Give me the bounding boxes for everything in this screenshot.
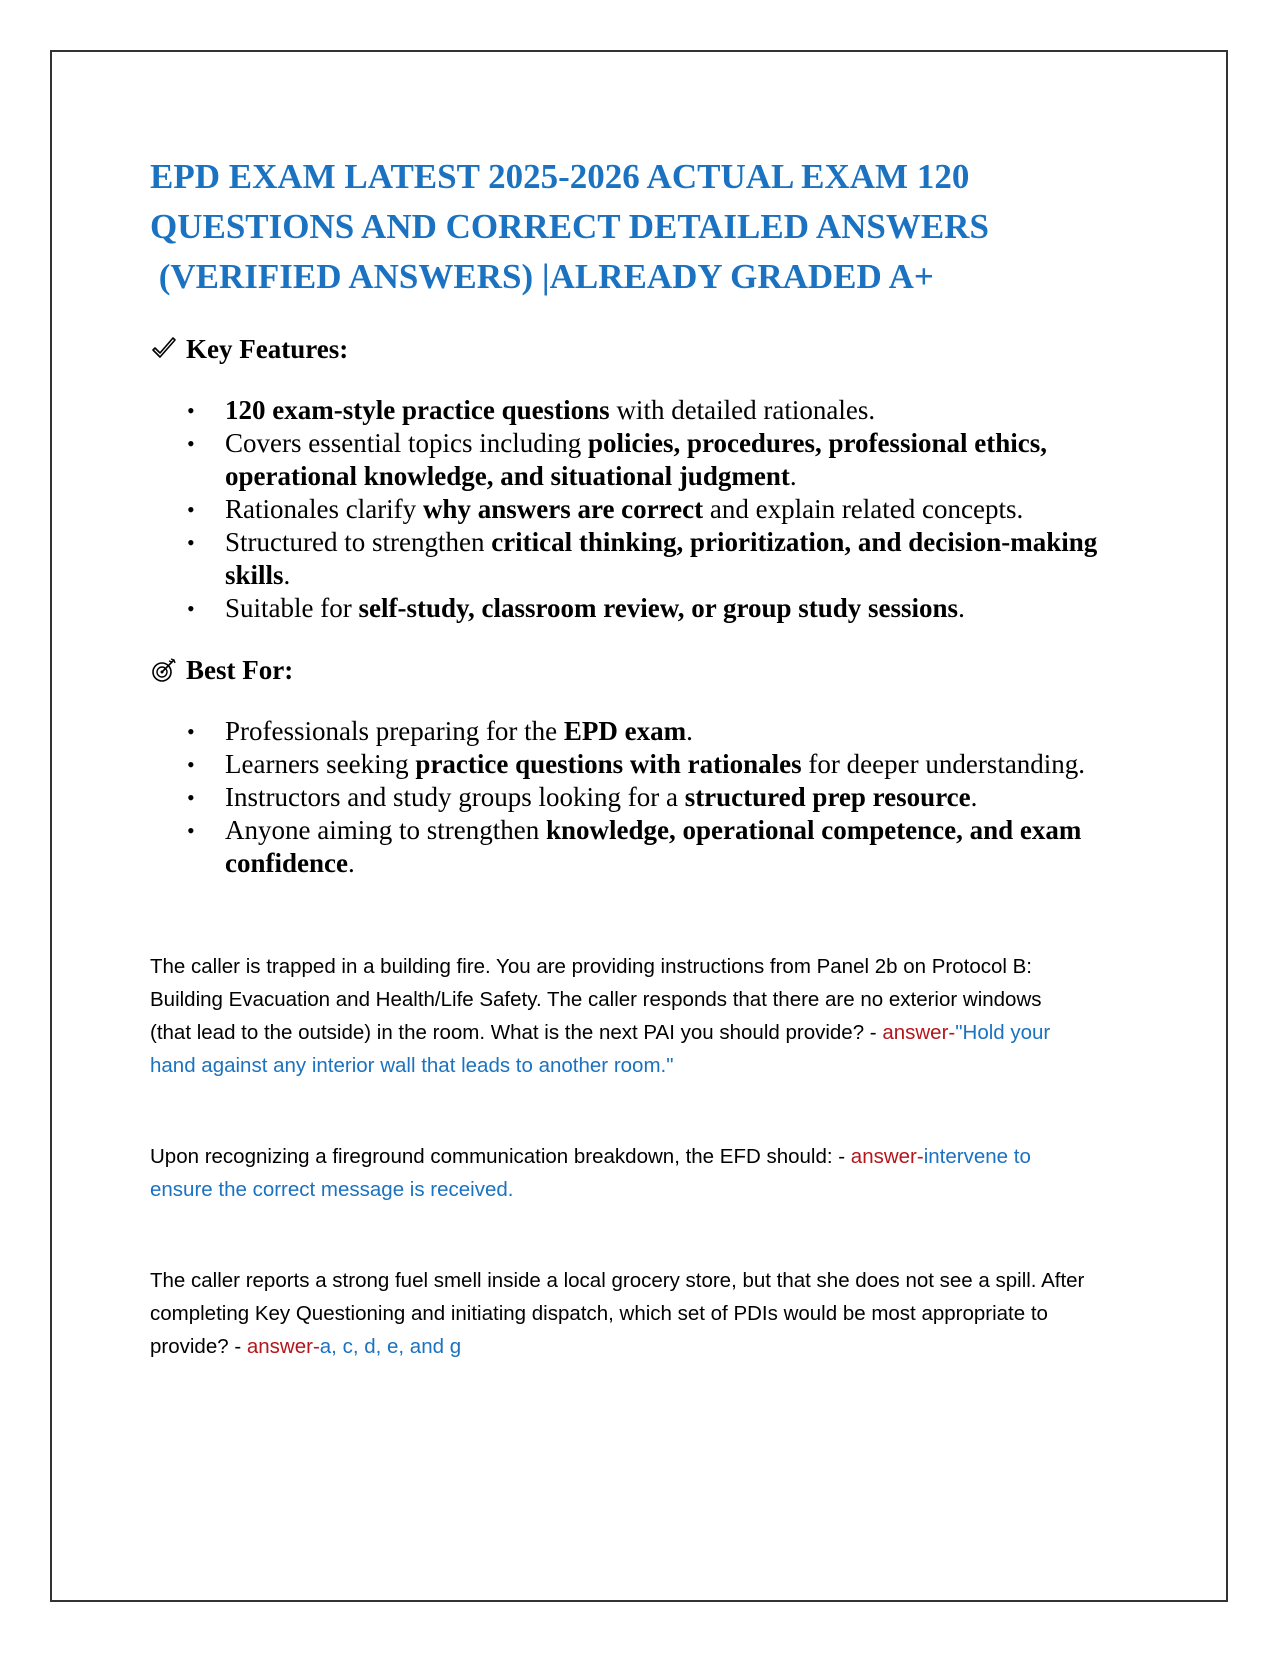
document-title (150, 152, 1140, 302)
key-features-heading (150, 332, 1140, 366)
title-line: (VERIFIED ANSWERS) |ALREADY GRADED A+ (150, 257, 934, 296)
question-text: Upon recognizing a fireground communication breakdown, the EFD should: - (150, 1145, 851, 1168)
answer-label: answer- (246, 1335, 320, 1358)
bullet-item (150, 526, 1140, 592)
question-item (150, 1140, 1080, 1206)
bullet-item (150, 748, 1140, 781)
bold-text: practice questions with rationales (415, 749, 802, 779)
key-features-label: Key Features: (186, 334, 349, 364)
title-line: QUESTIONS AND CORRECT DETAILED ANSWERS (150, 207, 989, 246)
key-features-list (150, 394, 1140, 625)
text: for deeper understanding. (801, 749, 1086, 779)
bold-text: self-study, classroom review, or group study sessions (358, 593, 959, 623)
text: Structured to strengthen (225, 527, 492, 557)
question-item (150, 1264, 1090, 1363)
text: Instructors and study groups looking for a (225, 782, 685, 812)
bullet-item (150, 814, 1140, 880)
text: . (347, 848, 355, 878)
text: Professionals preparing for the (225, 716, 564, 746)
answer-text: a, c, d, e, and g (319, 1335, 462, 1358)
answer-label: answer- (850, 1145, 924, 1168)
bullet-item (150, 781, 1140, 814)
answer-text: intervene to ensure the correct message is received. (150, 1145, 1031, 1201)
check-mark-icon (150, 335, 178, 363)
answer-text: "Hold your hand against any interior wall that leads to another room." (150, 1021, 1051, 1077)
answer-label: answer- (882, 1021, 956, 1044)
best-for-label: Best For: (186, 655, 294, 685)
bullet-item (150, 493, 1140, 526)
bold-text: policies, procedures, professional ethics, operational knowledge, and situational judgment (225, 428, 1047, 491)
document-content (150, 152, 1140, 1363)
text: . (283, 560, 291, 590)
text: Suitable for (225, 593, 359, 623)
target-arrow-icon (150, 656, 178, 684)
text: Anyone aiming to strengthen (225, 815, 546, 845)
bold-text: knowledge, operational competence, and exam confidence (225, 815, 1082, 878)
bold-text: why answers are correct (422, 494, 704, 524)
text: . (686, 716, 693, 746)
text: Covers essential topics including (225, 428, 588, 458)
title-line: EPD EXAM LATEST 2025-2026 ACTUAL EXAM 120 (150, 157, 970, 196)
bullet-item (150, 427, 1140, 493)
bold-text: structured prep resource (684, 782, 971, 812)
question-text: The caller reports a strong fuel smell inside a local grocery store, but that she does not see a spill. After completing Key Questioning and initiating dispatch, which set of PDIs would be most appropriate to provide? - (150, 1269, 1085, 1358)
question-item (150, 950, 1070, 1082)
text: . (789, 461, 797, 491)
text: and explain related concepts. (703, 494, 1024, 524)
question-text: The caller is trapped in a building fire. You are providing instructions from Panel 2b on Protocol B: Building Evacuation and Health/Life Safety. The caller responds that there are no exterior windows (that lead to the outside) in the room. What is the next PAI you should provide? - (150, 955, 1042, 1044)
bullet-item (150, 715, 1140, 748)
text: Learners seeking (225, 749, 416, 779)
best-for-list (150, 715, 1140, 880)
bold-text: 120 exam-style practice questions (225, 395, 610, 425)
text: with detailed rationales. (609, 395, 876, 425)
bold-text: critical thinking, prioritization, and decision-making skills (225, 527, 1098, 590)
text: Rationales clarify (225, 494, 423, 524)
text: . (958, 593, 965, 623)
text: . (970, 782, 978, 812)
bullet-item (150, 592, 1140, 625)
best-for-heading (150, 653, 1140, 687)
bullet-item (150, 394, 1140, 427)
bold-text: EPD exam (563, 716, 687, 746)
